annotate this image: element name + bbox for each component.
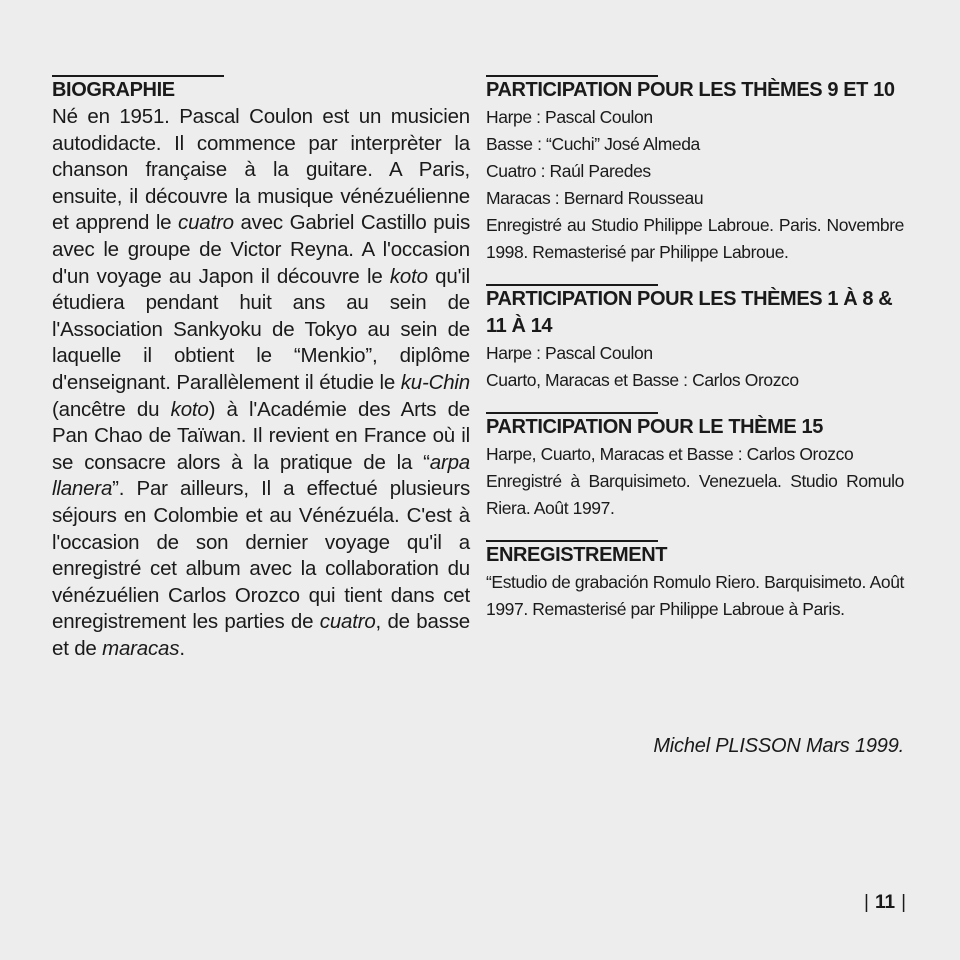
bio-text-segment: qu'il étudiera pendant huit ans au sein de l'Association Sankyoku de Tokyo au sein de laquelle il obtient le “Menkio”, diplôme d'enseignant. Parallèlement il étudie le (52, 264, 470, 394)
recording-note: “Estudio de grabación Romulo Riero. Barquisimeto. Août 1997. Remasterisé par Philippe Labroue à Paris. (486, 572, 904, 619)
bio-italic-term: ku-Chin (400, 370, 470, 394)
bio-italic-term: cuatro (178, 211, 234, 235)
signature: Michel PLISSON Mars 1999. (653, 735, 904, 757)
bio-italic-term: maracas (102, 636, 180, 660)
credit-line: Maracas : Bernard Rousseau (486, 188, 704, 208)
themes-9-10-heading: PARTICIPATION POUR LES THÈMES 9 ET 10 (486, 79, 895, 101)
themes-9-10-credits (486, 104, 904, 266)
bio-text-segment: (ancêtre du (52, 397, 171, 421)
page-number: | 11 | (864, 892, 906, 913)
credits-column (486, 75, 904, 623)
recording-note: Enregistré à Barquisimeto. Venezuela. Studio Romulo Riera. Août 1997. (486, 471, 904, 518)
bio-text-segment: , de basse et de (52, 610, 470, 660)
theme-15-heading: PARTICIPATION POUR LE THÈME 15 (486, 416, 823, 438)
credit-line: Harpe, Cuarto, Maracas et Basse : Carlos Orozco (486, 444, 854, 464)
biography-heading: BIOGRAPHIE (52, 79, 175, 101)
enregistrement-credits (486, 569, 904, 623)
bio-italic-term: koto (170, 397, 209, 421)
credit-line: Basse : “Cuchi” José Almeda (486, 134, 700, 154)
credit-line: Harpe : Pascal Coulon (486, 107, 653, 127)
biography-column (52, 75, 470, 662)
page-number-value: 11 (874, 892, 896, 913)
bio-text-segment: ”. Par ailleurs, Il a effectué plusieurs séjours en Colombie et au Vénézuéla. C'est à l'occasion de son dernier voyage qu'il a enregistré cet album avec la collaboration du vénézuélien Carlos Orozco qui tient dans cet enregistrement les parties de (52, 477, 470, 634)
bio-italic-term: koto (389, 264, 428, 288)
themes-1-8-credits (486, 340, 904, 394)
credit-line: Cuarto, Maracas et Basse : Carlos Orozco (486, 370, 799, 390)
theme-15-credits (486, 441, 904, 522)
biography-text (52, 104, 470, 662)
bio-italic-term: arpa llanera (52, 450, 470, 501)
credit-line: Cuatro : Raúl Paredes (486, 161, 651, 181)
bio-text-segment: ) à l'Académie des Arts de Pan Chao de Taïwan. Il revient en France où il se consacre alors à la pratique de la “ (52, 397, 470, 474)
enregistrement-heading: ENREGISTREMENT (486, 544, 668, 566)
credit-line: Harpe : Pascal Coulon (486, 343, 653, 363)
bio-text-segment: avec Gabriel Castillo puis avec le groupe de Victor Reyna. A l'occasion d'un voyage au Japon il découvre le (52, 211, 471, 288)
bio-text-segment: . (179, 636, 185, 660)
themes-1-8-heading: PARTICIPATION POUR LES THÈMES 1 À 8 & 11 À 14 (486, 288, 893, 337)
bio-italic-term: cuatro (319, 610, 376, 634)
bio-text-segment: Né en 1951. Pascal Coulon est un musicien autodidacte. Il commence par interprèter la chanson française à la guitare. A Paris, ensuite, il découvre la musique vénézuélienne et apprend le (52, 105, 470, 235)
recording-note: Enregistré au Studio Philippe Labroue. Paris. Novembre 1998. Remasterisé par Philippe Labroue. (486, 215, 904, 262)
